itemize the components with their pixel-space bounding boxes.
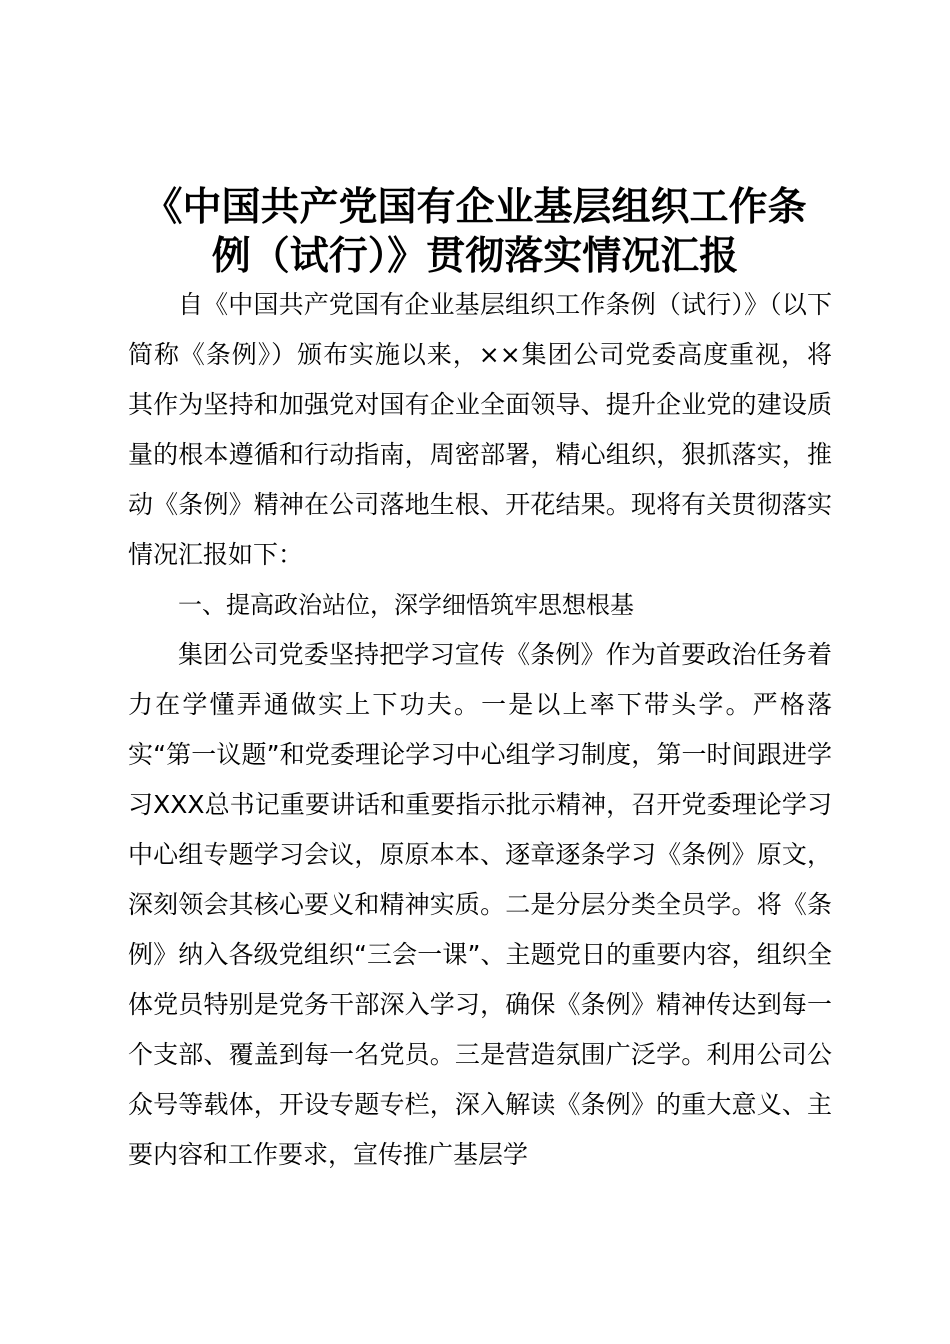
- document-body: [128, 280, 832, 1180]
- document-title-line-2: 例（试行）》贯彻落实情况汇报: [211, 234, 739, 279]
- document-title-line-1: 《中国共产党国有企业基层组织工作条: [143, 185, 807, 230]
- section-heading-1: 一、提高政治站位，深学细悟筑牢思想根基: [178, 591, 634, 619]
- intro-paragraph: 自《中国共产党国有企业基层组织工作条例（试行）》（以下简称《条例》）颁布实施以来，××集团公司党委高度重视，将其作为坚持和加强党对国有企业全面领导、提升企业党的建设质量的根本遵循和行动指南，周密部署，精心组织，狠抓落实，推动《条例》精神在公司落地生根、开花结果。现将有关贯彻落实情况汇报如下：: [128, 290, 832, 569]
- section-1-paragraph: 集团公司党委坚持把学习宣传《条例》作为首要政治任务着力在学懂弄通做实上下功夫。一是以上率下带头学。严格落实“第一议题”和党委理论学习中心组学习制度，第一时间跟进学习XXX总书记重要讲话和重要指示批示精神，召开党委理论学习中心组专题学习会议，原原本本、逐章逐条学习《条例》原文，深刻领会其核心要义和精神实质。二是分层分类全员学。将《条例》纳入各级党组织“三会一课”、主题党日的重要内容，组织全体党员特别是党务干部深入学习，确保《条例》精神传达到每一个支部、覆盖到每一名党员。三是营造氛围广泛学。利用公司公众号等载体，开设专题专栏，深入解读《条例》的重大意义、主要内容和工作要求，宣传推广基层学: [128, 640, 832, 1169]
